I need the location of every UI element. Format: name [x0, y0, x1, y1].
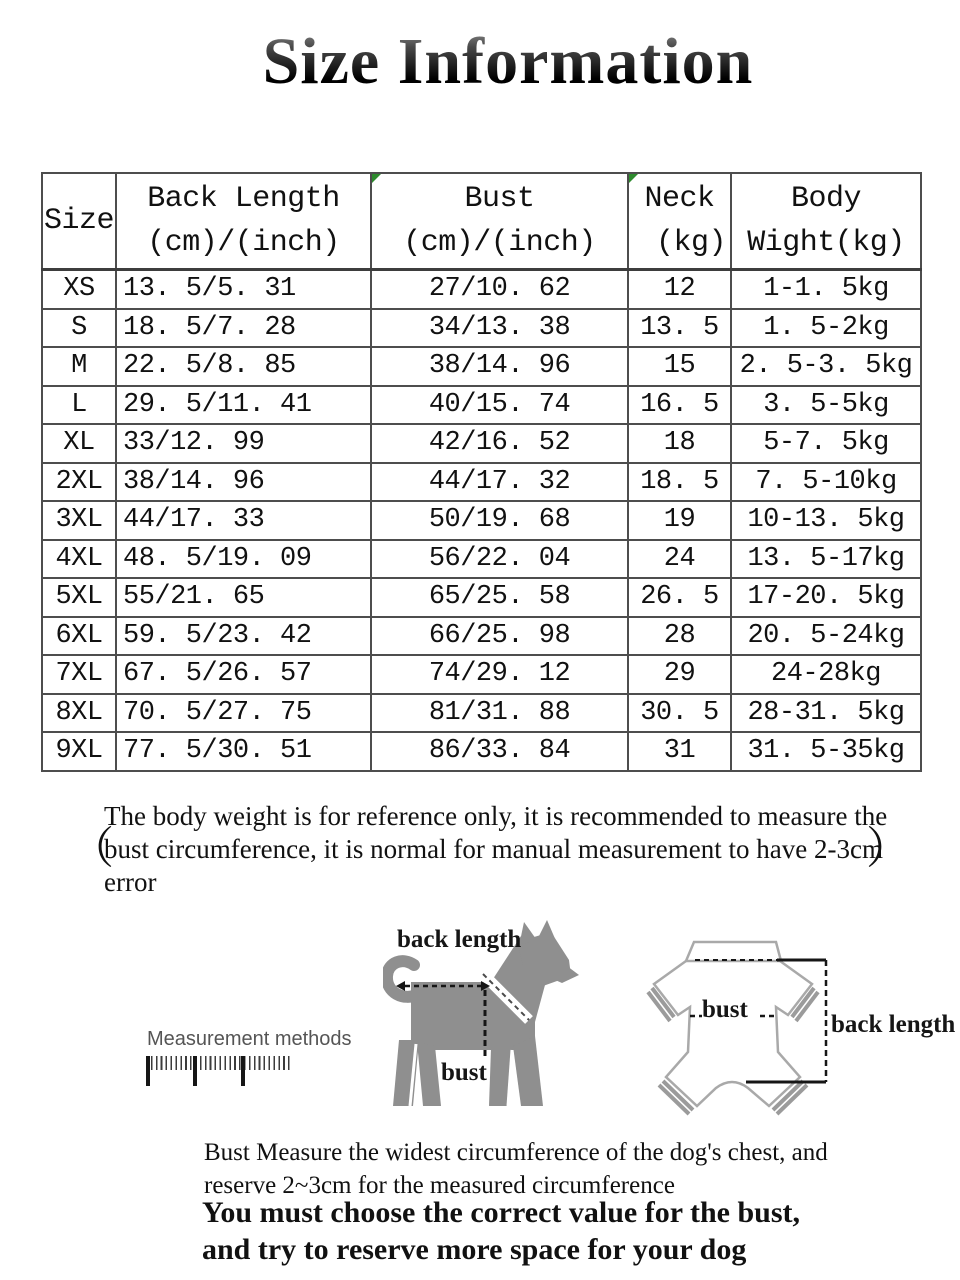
note-line-2: bust circumference, it is normal for manual measurement to have 2-3cm — [104, 834, 883, 864]
ruler-small-ticks — [146, 1056, 292, 1070]
cell-bust: 34/13. 38 — [371, 309, 628, 348]
header-label: Neck — [644, 182, 715, 216]
cell-back_length: 70. 5/27. 75 — [116, 694, 371, 733]
cell-back_length: 33/12. 99 — [116, 424, 371, 463]
cell-back_length: 22. 5/8. 85 — [116, 347, 371, 386]
cell-neck: 26. 5 — [628, 578, 731, 617]
dog-back-length-label: back length — [397, 926, 522, 953]
cell-bust: 42/16. 52 — [371, 424, 628, 463]
cell-back_length: 48. 5/19. 09 — [116, 540, 371, 579]
cell-bust: 81/31. 88 — [371, 694, 628, 733]
garment-back-length-label: back length — [831, 1011, 956, 1038]
cell-size: XL — [42, 424, 116, 463]
col-header-size — [42, 173, 116, 270]
header-label: Bust — [464, 182, 535, 216]
cell-size: 7XL — [42, 655, 116, 694]
cell-neck: 13. 5 — [628, 309, 731, 348]
cell-corner-marker-icon — [372, 174, 381, 183]
cell-neck: 28 — [628, 617, 731, 656]
ruler-tall-tick — [146, 1056, 150, 1086]
cell-body_weight: 1. 5-2kg — [731, 309, 921, 348]
warning-line-1: You must choose the correct value for the bust, — [202, 1196, 800, 1229]
cell-corner-marker-icon — [629, 174, 638, 183]
cell-body_weight: 7. 5-10kg — [731, 463, 921, 502]
cell-size: L — [42, 386, 116, 425]
table-row — [42, 309, 921, 348]
table-row — [42, 424, 921, 463]
cell-body_weight: 28-31. 5kg — [731, 694, 921, 733]
cell-size: 8XL — [42, 694, 116, 733]
title-wrap — [0, 24, 960, 100]
ruler-tall-tick — [193, 1056, 197, 1086]
cell-neck: 30. 5 — [628, 694, 731, 733]
cell-back_length: 44/17. 33 — [116, 501, 371, 540]
cell-back_length: 67. 5/26. 57 — [116, 655, 371, 694]
cell-back_length: 77. 5/30. 51 — [116, 732, 371, 771]
cell-size: 2XL — [42, 463, 116, 502]
cell-neck: 19 — [628, 501, 731, 540]
col-header-back-length — [116, 173, 371, 270]
note-line-1: The body weight is for reference only, it is recommended to measure the — [104, 801, 888, 831]
cell-body_weight: 3. 5-5kg — [731, 386, 921, 425]
cell-size: 5XL — [42, 578, 116, 617]
cell-neck: 12 — [628, 270, 731, 309]
cell-back_length: 55/21. 65 — [116, 578, 371, 617]
table-row — [42, 732, 921, 771]
cell-bust: 40/15. 74 — [371, 386, 628, 425]
table-row — [42, 655, 921, 694]
table-row — [42, 347, 921, 386]
ruler-tall-tick — [241, 1056, 245, 1086]
cell-size: 3XL — [42, 501, 116, 540]
cell-neck: 16. 5 — [628, 386, 731, 425]
page-title: Size Information — [262, 25, 754, 98]
cell-neck: 18. 5 — [628, 463, 731, 502]
cell-size: S — [42, 309, 116, 348]
cell-back_length: 13. 5/5. 31 — [116, 270, 371, 309]
cell-body_weight: 20. 5-24kg — [731, 617, 921, 656]
ruler-icon — [146, 1056, 296, 1088]
cell-back_length: 29. 5/11. 41 — [116, 386, 371, 425]
bust-measure-note-line-1: Bust Measure the widest circumference of the dog's chest, and — [204, 1139, 828, 1166]
garment-outline-diagram — [640, 930, 840, 1120]
col-header-body-weight — [731, 173, 921, 270]
cell-bust: 27/10. 62 — [371, 270, 628, 309]
cell-body_weight: 17-20. 5kg — [731, 578, 921, 617]
close-paren: ） — [866, 824, 910, 873]
header-unit: Wight(kg) — [747, 226, 905, 260]
cell-neck: 31 — [628, 732, 731, 771]
cell-body_weight: 2. 5-3. 5kg — [731, 347, 921, 386]
header-unit: (cm)/(inch) — [147, 226, 340, 260]
table-row — [42, 270, 921, 309]
table-row — [42, 578, 921, 617]
cell-body_weight: 10-13. 5kg — [731, 501, 921, 540]
cell-neck: 15 — [628, 347, 731, 386]
cell-back_length: 38/14. 96 — [116, 463, 371, 502]
cell-bust: 50/19. 68 — [371, 501, 628, 540]
cell-size: XS — [42, 270, 116, 309]
cell-body_weight: 1-1. 5kg — [731, 270, 921, 309]
cell-bust: 56/22. 04 — [371, 540, 628, 579]
table-header-row — [42, 173, 921, 270]
note-lines — [104, 800, 920, 899]
garment-bust-label: bust — [702, 996, 748, 1023]
cell-body_weight: 13. 5-17kg — [731, 540, 921, 579]
cell-size: 6XL — [42, 617, 116, 656]
table-row — [42, 501, 921, 540]
cell-bust: 74/29. 12 — [371, 655, 628, 694]
cell-back_length: 59. 5/23. 42 — [116, 617, 371, 656]
size-table-body — [42, 270, 921, 771]
cell-size: M — [42, 347, 116, 386]
cell-bust: 38/14. 96 — [371, 347, 628, 386]
note-line-3: error — [104, 867, 157, 897]
header-unit: (kg) — [655, 226, 726, 260]
size-table — [41, 172, 922, 772]
open-paren: （ — [70, 824, 114, 873]
header-label: Body — [790, 182, 861, 216]
cell-size: 4XL — [42, 540, 116, 579]
cell-neck: 18 — [628, 424, 731, 463]
header-label: Back Length — [147, 182, 340, 216]
warning-line-2: and try to reserve more space for your dog — [202, 1233, 747, 1266]
cell-bust: 65/25. 58 — [371, 578, 628, 617]
col-header-bust — [371, 173, 628, 270]
table-row — [42, 617, 921, 656]
bust-measure-note — [204, 1136, 828, 1202]
cell-body_weight: 31. 5-35kg — [731, 732, 921, 771]
cell-back_length: 18. 5/7. 28 — [116, 309, 371, 348]
measurement-methods-label: Measurement methods — [147, 1028, 352, 1050]
cell-body_weight: 24-28kg — [731, 655, 921, 694]
cell-size: 9XL — [42, 732, 116, 771]
cell-bust: 44/17. 32 — [371, 463, 628, 502]
col-header-neck — [628, 173, 731, 270]
cell-neck: 24 — [628, 540, 731, 579]
cell-bust: 66/25. 98 — [371, 617, 628, 656]
header-label: Size — [43, 204, 114, 238]
measurement-note — [70, 800, 920, 899]
table-row — [42, 694, 921, 733]
bust-measure-note-line-2: reserve 2~3cm for the measured circumference — [204, 1172, 675, 1199]
cell-bust: 86/33. 84 — [371, 732, 628, 771]
table-row — [42, 463, 921, 502]
dog-bust-label: bust — [441, 1059, 487, 1086]
header-unit: (cm)/(inch) — [403, 226, 596, 260]
choose-correct-value-warning — [202, 1194, 800, 1268]
cell-neck: 29 — [628, 655, 731, 694]
cell-body_weight: 5-7. 5kg — [731, 424, 921, 463]
table-row — [42, 540, 921, 579]
table-row — [42, 386, 921, 425]
